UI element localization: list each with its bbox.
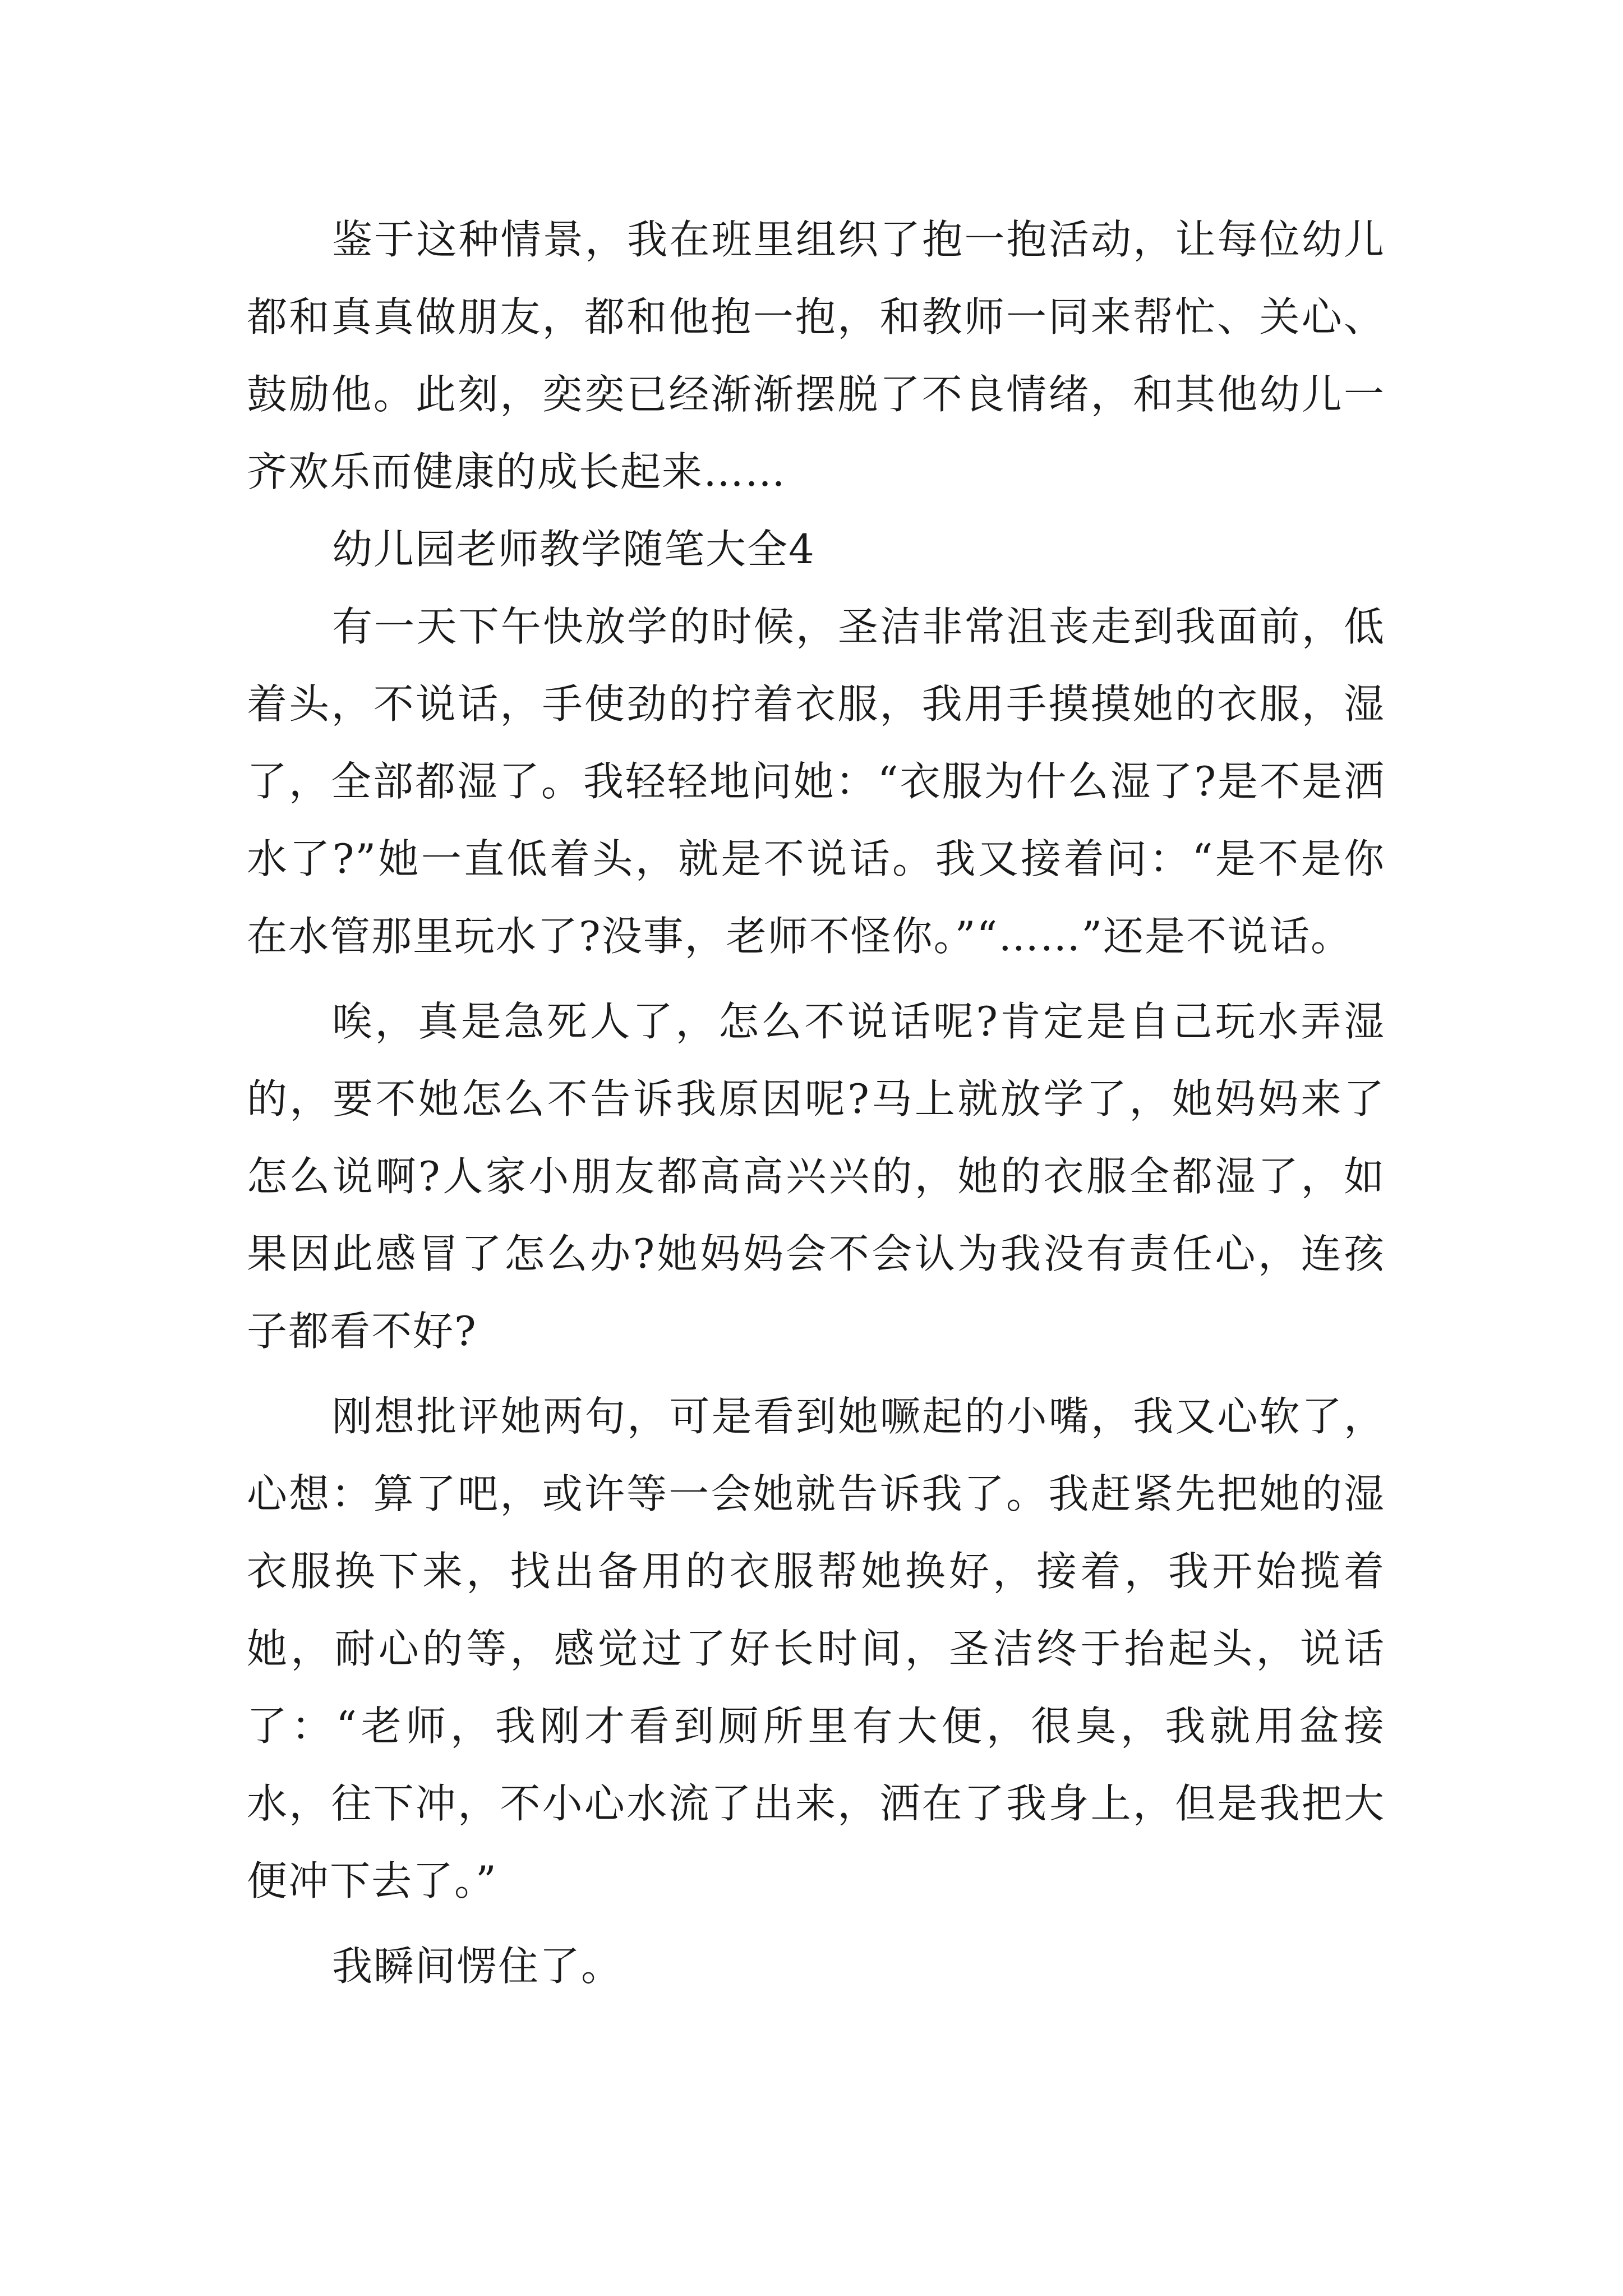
paragraph-2: 有一天下午快放学的时候，圣洁非常沮丧走到我面前，低着头，不说话，手使劲的拧着衣服，我用手摸摸她的衣服，湿了，全部都湿了。我轻轻地问她：“衣服为什么湿了?是不是洒水了?”她一直低着头，就是不说话。我又接着问：“是不是你在水管那里玩水了?没事，老师不怪你。”“……”还是不说话。 — [247, 603, 1385, 960]
section-heading: 幼儿园老师教学随笔大全4 — [332, 526, 815, 573]
document-body — [247, 201, 1385, 2005]
paragraph-1: 鉴于这种情景，我在班里组织了抱一抱活动，让每位幼儿都和真真做朋友，都和他抱一抱，和教师一同来帮忙、关心、鼓励他。此刻，奕奕已经渐渐摆脱了不良情绪，和其他幼儿一齐欢乐而健康的成长起来…… — [247, 216, 1385, 495]
paragraph-5: 我瞬间愣住了。 — [332, 1943, 623, 1990]
paragraph-3: 唉，真是急死人了，怎么不说话呢?肯定是自己玩水弄湿的，要不她怎么不告诉我原因呢?马上就放学了，她妈妈来了怎么说啊?人家小朋友都高高兴兴的，她的衣服全都湿了，如果因此感冒了怎么办?她妈妈会不会认为我没有责任心，连孩子都看不好? — [247, 998, 1385, 1355]
paragraph-4: 刚想批评她两句，可是看到她噘起的小嘴，我又心软了，心想：算了吧，或许等一会她就告诉我了。我赶紧先把她的湿衣服换下来，找出备用的衣服帮她换好，接着，我开始揽着她，耐心的等，感觉过了好长时间，圣洁终于抬起头，说话了：“老师，我刚才看到厕所里有大便，很臭，我就用盆接水，往下冲，不小心水流了出来，洒在了我身上，但是我把大便冲下去了。” — [247, 1393, 1385, 1904]
